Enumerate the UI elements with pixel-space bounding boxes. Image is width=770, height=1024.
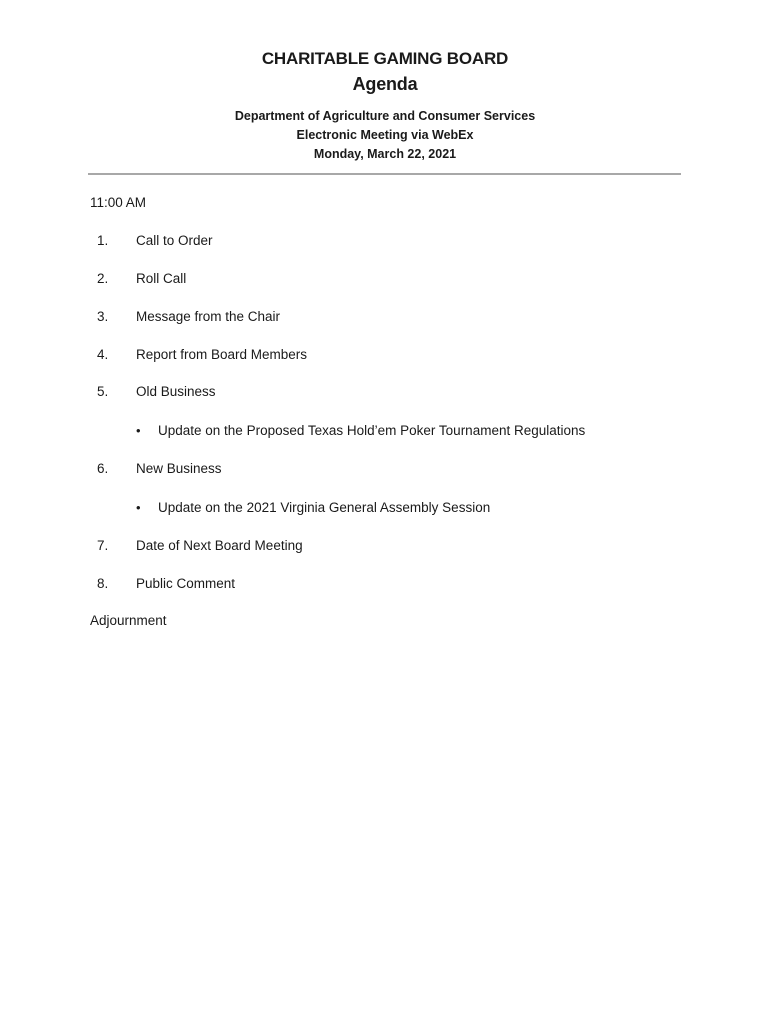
item-number: 3. [97,309,109,324]
agenda-heading: Agenda [352,74,418,94]
bullet-icon: • [136,500,141,515]
item-number: 8. [97,576,109,591]
agenda-item-call-to-order: Call to Order [136,233,213,248]
item-number: 1. [97,233,109,248]
new-business-subitem: Update on the 2021 Virginia General Assembly Session [158,500,491,515]
meeting-type: Electronic Meeting via WebEx [296,128,474,142]
item-number: 7. [97,538,109,553]
agenda-item-new-business: New Business [136,461,222,476]
agenda-item-next-meeting: Date of Next Board Meeting [136,538,303,553]
item-number: 2. [97,271,109,286]
agenda-item-old-business: Old Business [136,384,216,399]
meeting-time: 11:00 AM [90,195,147,210]
department-name: Department of Agriculture and Consumer Services [234,109,536,123]
adjournment: Adjournment [90,613,167,628]
bullet-icon: • [136,423,141,438]
item-number: 6. [97,461,109,476]
item-number: 4. [97,347,109,362]
meeting-date: Monday, March 22, 2021 [313,147,457,161]
item-number: 5. [97,384,109,399]
agenda-item-message-from-chair: Message from the Chair [136,309,281,324]
agenda-item-public-comment: Public Comment [136,576,236,591]
agenda-item-board-reports: Report from Board Members [136,347,308,362]
agenda-item-roll-call: Roll Call [136,271,187,286]
header-divider [88,173,681,175]
board-title: CHARITABLE GAMING BOARD [261,49,509,68]
old-business-subitem: Update on the Proposed Texas Hold’em Poker Tournament Regulations [158,423,586,438]
